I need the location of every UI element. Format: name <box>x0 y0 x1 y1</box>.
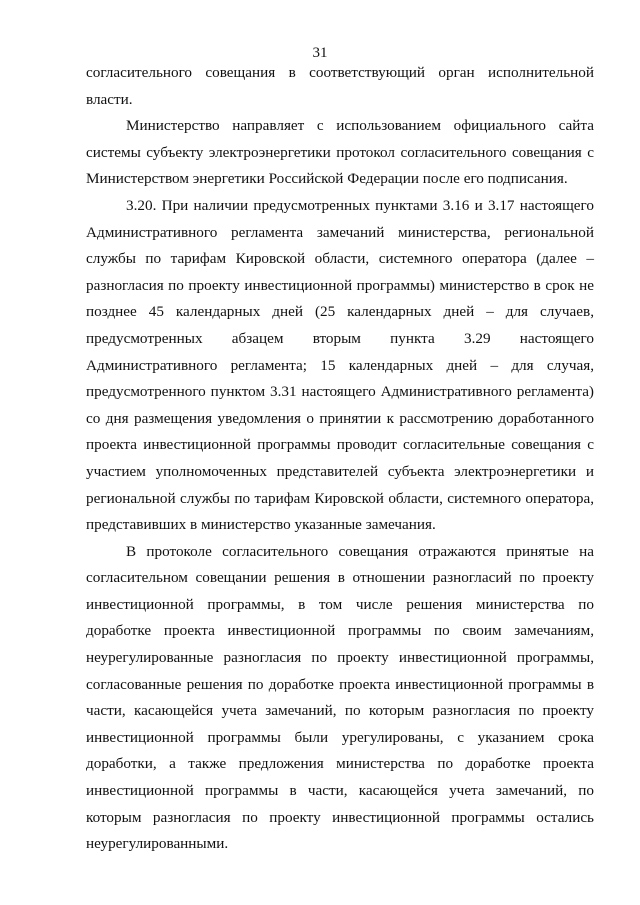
paragraph-3-20: 3.20. При наличии предусмотренных пунктами 3.16 и 3.17 настоящего Административного регламента замечаний министерства, региональной службы по тарифам Кировской области, системного оператора (далее – разногласия по проекту инвестиционной программы) министерство в срок не позднее 45 календарных дней (25 календарных дней – для случаев, предусмотренных абзацем вторым пункта 3.29 настоящего Административного регламента; 15 календарных дней – для случая, предусмотренного пунктом 3.31 настоящего Административного регламента) со дня размещения уведомления о принятии к рассмотрению доработанного проекта инвестиционной программы проводит согласительные совещания с участием уполномоченных представителей субъекта электроэнергетики и региональной службы по тарифам Кировской области, системного оператора, представивших в министерство указанные замечания. <box>86 196 594 534</box>
paragraph-continuation: согласительного совещания в соответствующий орган исполнительной власти. <box>86 64 594 108</box>
paragraph-protocol-contents: В протоколе согласительного совещания отражаются принятые на согласительном совещании решения в отношении разногласий по проекту инвестиционной программы, в том числе решения министерства по доработке проекта инвестиционной программы по своим замечаниям, неурегулированные разногласия по проекту инвестиционной программы, согласованные решения по доработке проекта инвестиционной программы в части, касающейся учета замечаний, по которым разногласия по проекту инвестиционной программы были урегулированы, с указанием срока доработки, а также предложения министерства по доработке проекта инвестиционной программы в части, касающейся учета замечаний, по которым разногласия по проекту инвестиционной программы остались неурегулированными. <box>86 542 594 853</box>
document-body <box>86 60 594 858</box>
paragraph-ministry-sends-protocol: Министерство направляет с использованием официального сайта системы субъекту электроэнергетики протокол согласительного совещания с Министерством энергетики Российской Федерации после его подписания. <box>86 117 594 188</box>
page-number: 31 <box>312 45 328 61</box>
